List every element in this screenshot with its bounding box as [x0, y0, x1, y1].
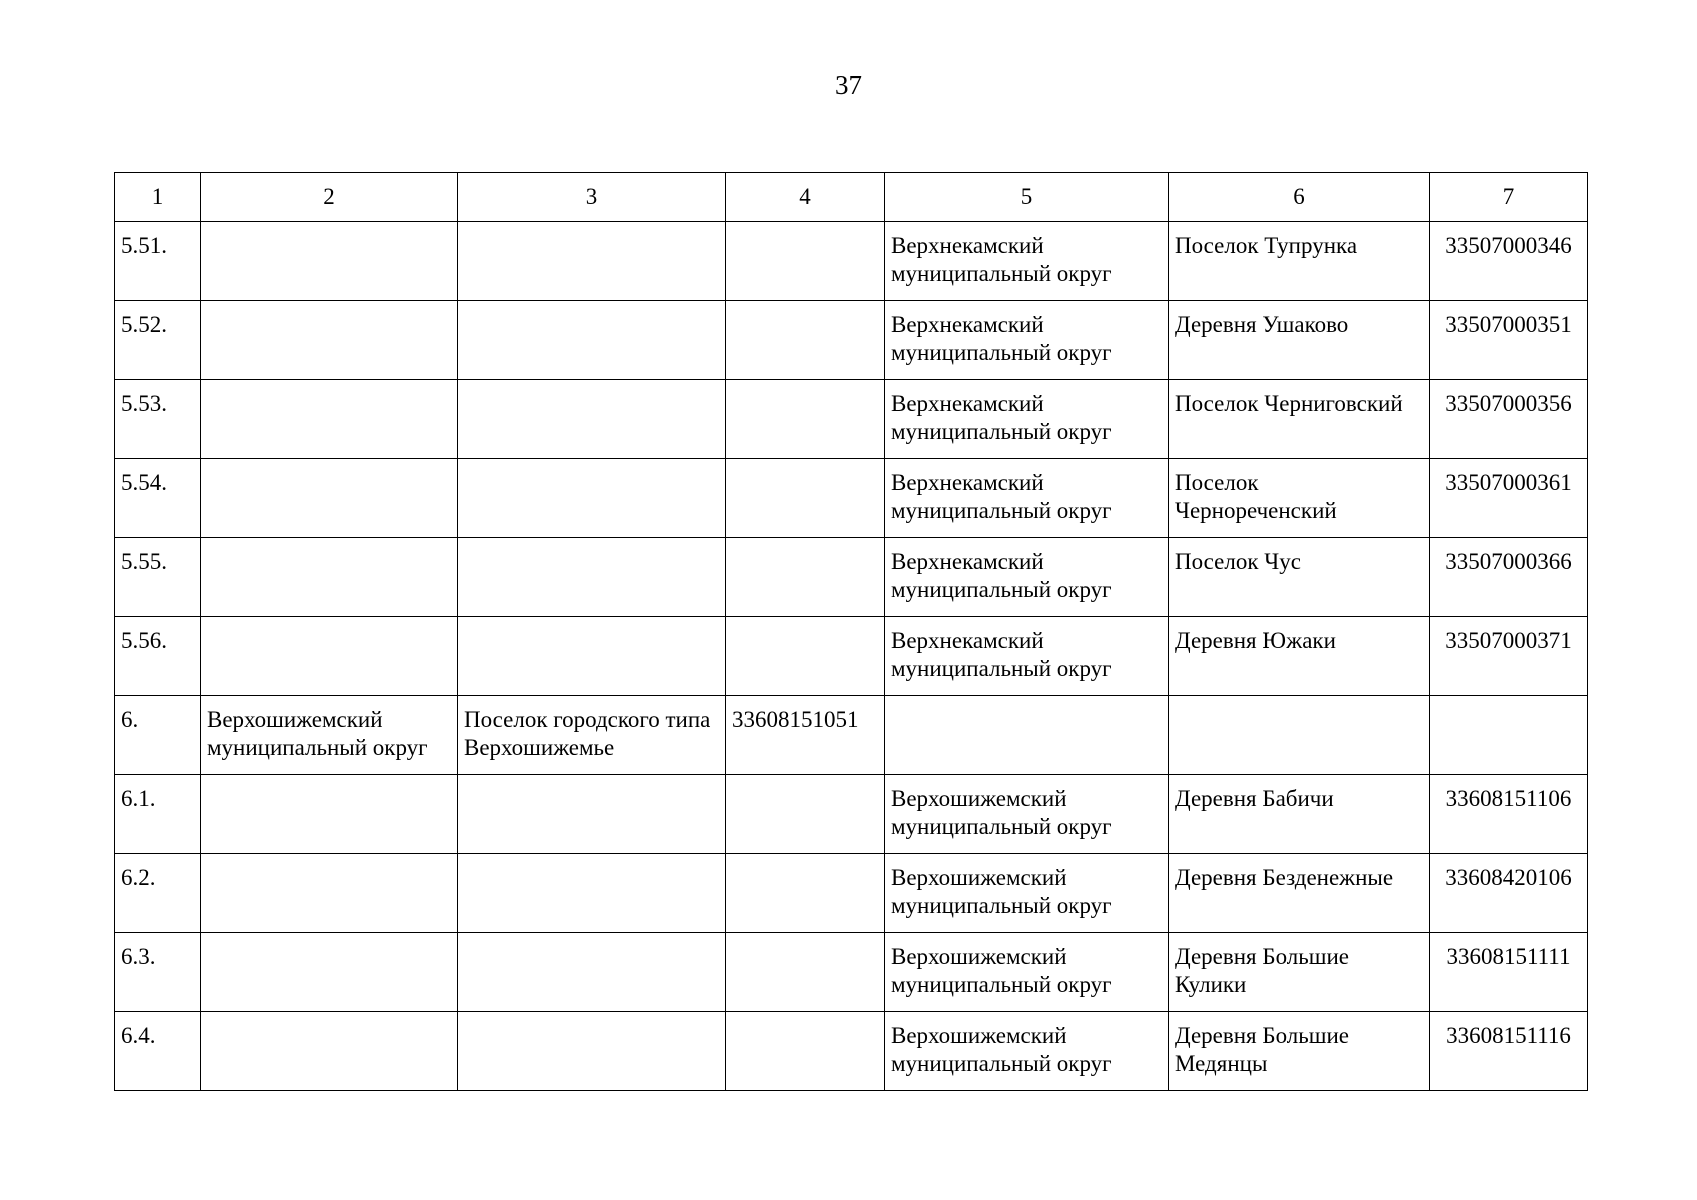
- district-cell: Верхошижемский муниципальный округ: [201, 696, 458, 775]
- page-number: 37: [835, 70, 862, 100]
- row-number-cell: 6.3.: [115, 933, 201, 1012]
- admin-center-cell: [458, 301, 726, 380]
- settlement-cell: Деревня Южаки: [1169, 617, 1430, 696]
- admin-center-cell: [458, 459, 726, 538]
- municipality-cell: Верхнекамский муниципальный округ: [885, 617, 1169, 696]
- table-row: [115, 696, 1588, 775]
- settlement-cell: Поселок Тупрунка: [1169, 222, 1430, 301]
- column-header: 5: [885, 173, 1169, 222]
- row-number-cell: 5.54.: [115, 459, 201, 538]
- admin-center-cell: [458, 380, 726, 459]
- row-number-cell: 6.2.: [115, 854, 201, 933]
- center-code-cell: 33608151051: [726, 696, 885, 775]
- center-code-cell: [726, 854, 885, 933]
- settlement-cell: Деревня Бабичи: [1169, 775, 1430, 854]
- column-header: 3: [458, 173, 726, 222]
- district-cell: [201, 538, 458, 617]
- center-code-cell: [726, 538, 885, 617]
- row-number-cell: 5.51.: [115, 222, 201, 301]
- table-row: [115, 854, 1588, 933]
- table-row: [115, 933, 1588, 1012]
- district-cell: [201, 933, 458, 1012]
- municipality-cell: Верхошижемский муниципальный округ: [885, 933, 1169, 1012]
- code-cell: 33507000356: [1430, 380, 1588, 459]
- center-code-cell: [726, 459, 885, 538]
- column-header: 7: [1430, 173, 1588, 222]
- district-cell: [201, 854, 458, 933]
- table-row: [115, 301, 1588, 380]
- settlement-cell: Деревня Ушаково: [1169, 301, 1430, 380]
- district-cell: [201, 222, 458, 301]
- municipality-cell: Верхнекамский муниципальный округ: [885, 222, 1169, 301]
- settlement-cell: Деревня Большие Кулики: [1169, 933, 1430, 1012]
- admin-center-cell: [458, 617, 726, 696]
- admin-center-cell: Поселок городского типа Верхошижемье: [458, 696, 726, 775]
- district-cell: [201, 1012, 458, 1091]
- code-cell: 33507000366: [1430, 538, 1588, 617]
- code-cell: 33507000371: [1430, 617, 1588, 696]
- code-cell: 33507000361: [1430, 459, 1588, 538]
- center-code-cell: [726, 1012, 885, 1091]
- district-cell: [201, 617, 458, 696]
- admin-center-cell: [458, 854, 726, 933]
- center-code-cell: [726, 380, 885, 459]
- district-cell: [201, 459, 458, 538]
- settlement-cell: Поселок Чернореченский: [1169, 459, 1430, 538]
- admin-center-cell: [458, 538, 726, 617]
- settlement-cell: [1169, 696, 1430, 775]
- center-code-cell: [726, 617, 885, 696]
- row-number-cell: 5.52.: [115, 301, 201, 380]
- row-number-cell: 5.53.: [115, 380, 201, 459]
- column-number-row: [115, 173, 1588, 222]
- district-cell: [201, 775, 458, 854]
- table-row: [115, 1012, 1588, 1091]
- table-row: [115, 380, 1588, 459]
- code-cell: 33507000346: [1430, 222, 1588, 301]
- admin-center-cell: [458, 1012, 726, 1091]
- table-row: [115, 222, 1588, 301]
- center-code-cell: [726, 222, 885, 301]
- code-cell: [1430, 696, 1588, 775]
- settlement-cell: Деревня Большие Медянцы: [1169, 1012, 1430, 1091]
- row-number-cell: 5.56.: [115, 617, 201, 696]
- municipality-cell: Верхнекамский муниципальный округ: [885, 380, 1169, 459]
- table-row: [115, 775, 1588, 854]
- admin-center-cell: [458, 222, 726, 301]
- code-cell: 33608151116: [1430, 1012, 1588, 1091]
- table-row: [115, 617, 1588, 696]
- center-code-cell: [726, 301, 885, 380]
- center-code-cell: [726, 933, 885, 1012]
- table-row: [115, 459, 1588, 538]
- municipality-cell: Верхошижемский муниципальный округ: [885, 854, 1169, 933]
- center-code-cell: [726, 775, 885, 854]
- code-cell: 33608420106: [1430, 854, 1588, 933]
- municipality-cell: Верхошижемский муниципальный округ: [885, 775, 1169, 854]
- code-cell: 33608151111: [1430, 933, 1588, 1012]
- row-number-cell: 6.4.: [115, 1012, 201, 1091]
- district-cell: [201, 301, 458, 380]
- column-header: 1: [115, 173, 201, 222]
- column-header: 4: [726, 173, 885, 222]
- municipality-cell: [885, 696, 1169, 775]
- settlement-cell: Деревня Безденежные: [1169, 854, 1430, 933]
- row-number-cell: 6.1.: [115, 775, 201, 854]
- column-header: 2: [201, 173, 458, 222]
- column-header: 6: [1169, 173, 1430, 222]
- table-row: [115, 538, 1588, 617]
- admin-center-cell: [458, 775, 726, 854]
- settlements-table: [114, 172, 1588, 1091]
- municipality-cell: Верхнекамский муниципальный округ: [885, 301, 1169, 380]
- municipality-cell: Верхошижемский муниципальный округ: [885, 1012, 1169, 1091]
- district-cell: [201, 380, 458, 459]
- municipality-cell: Верхнекамский муниципальный округ: [885, 459, 1169, 538]
- row-number-cell: 6.: [115, 696, 201, 775]
- code-cell: 33608151106: [1430, 775, 1588, 854]
- code-cell: 33507000351: [1430, 301, 1588, 380]
- municipality-cell: Верхнекамский муниципальный округ: [885, 538, 1169, 617]
- admin-center-cell: [458, 933, 726, 1012]
- row-number-cell: 5.55.: [115, 538, 201, 617]
- settlement-cell: Поселок Чус: [1169, 538, 1430, 617]
- settlement-cell: Поселок Черниговский: [1169, 380, 1430, 459]
